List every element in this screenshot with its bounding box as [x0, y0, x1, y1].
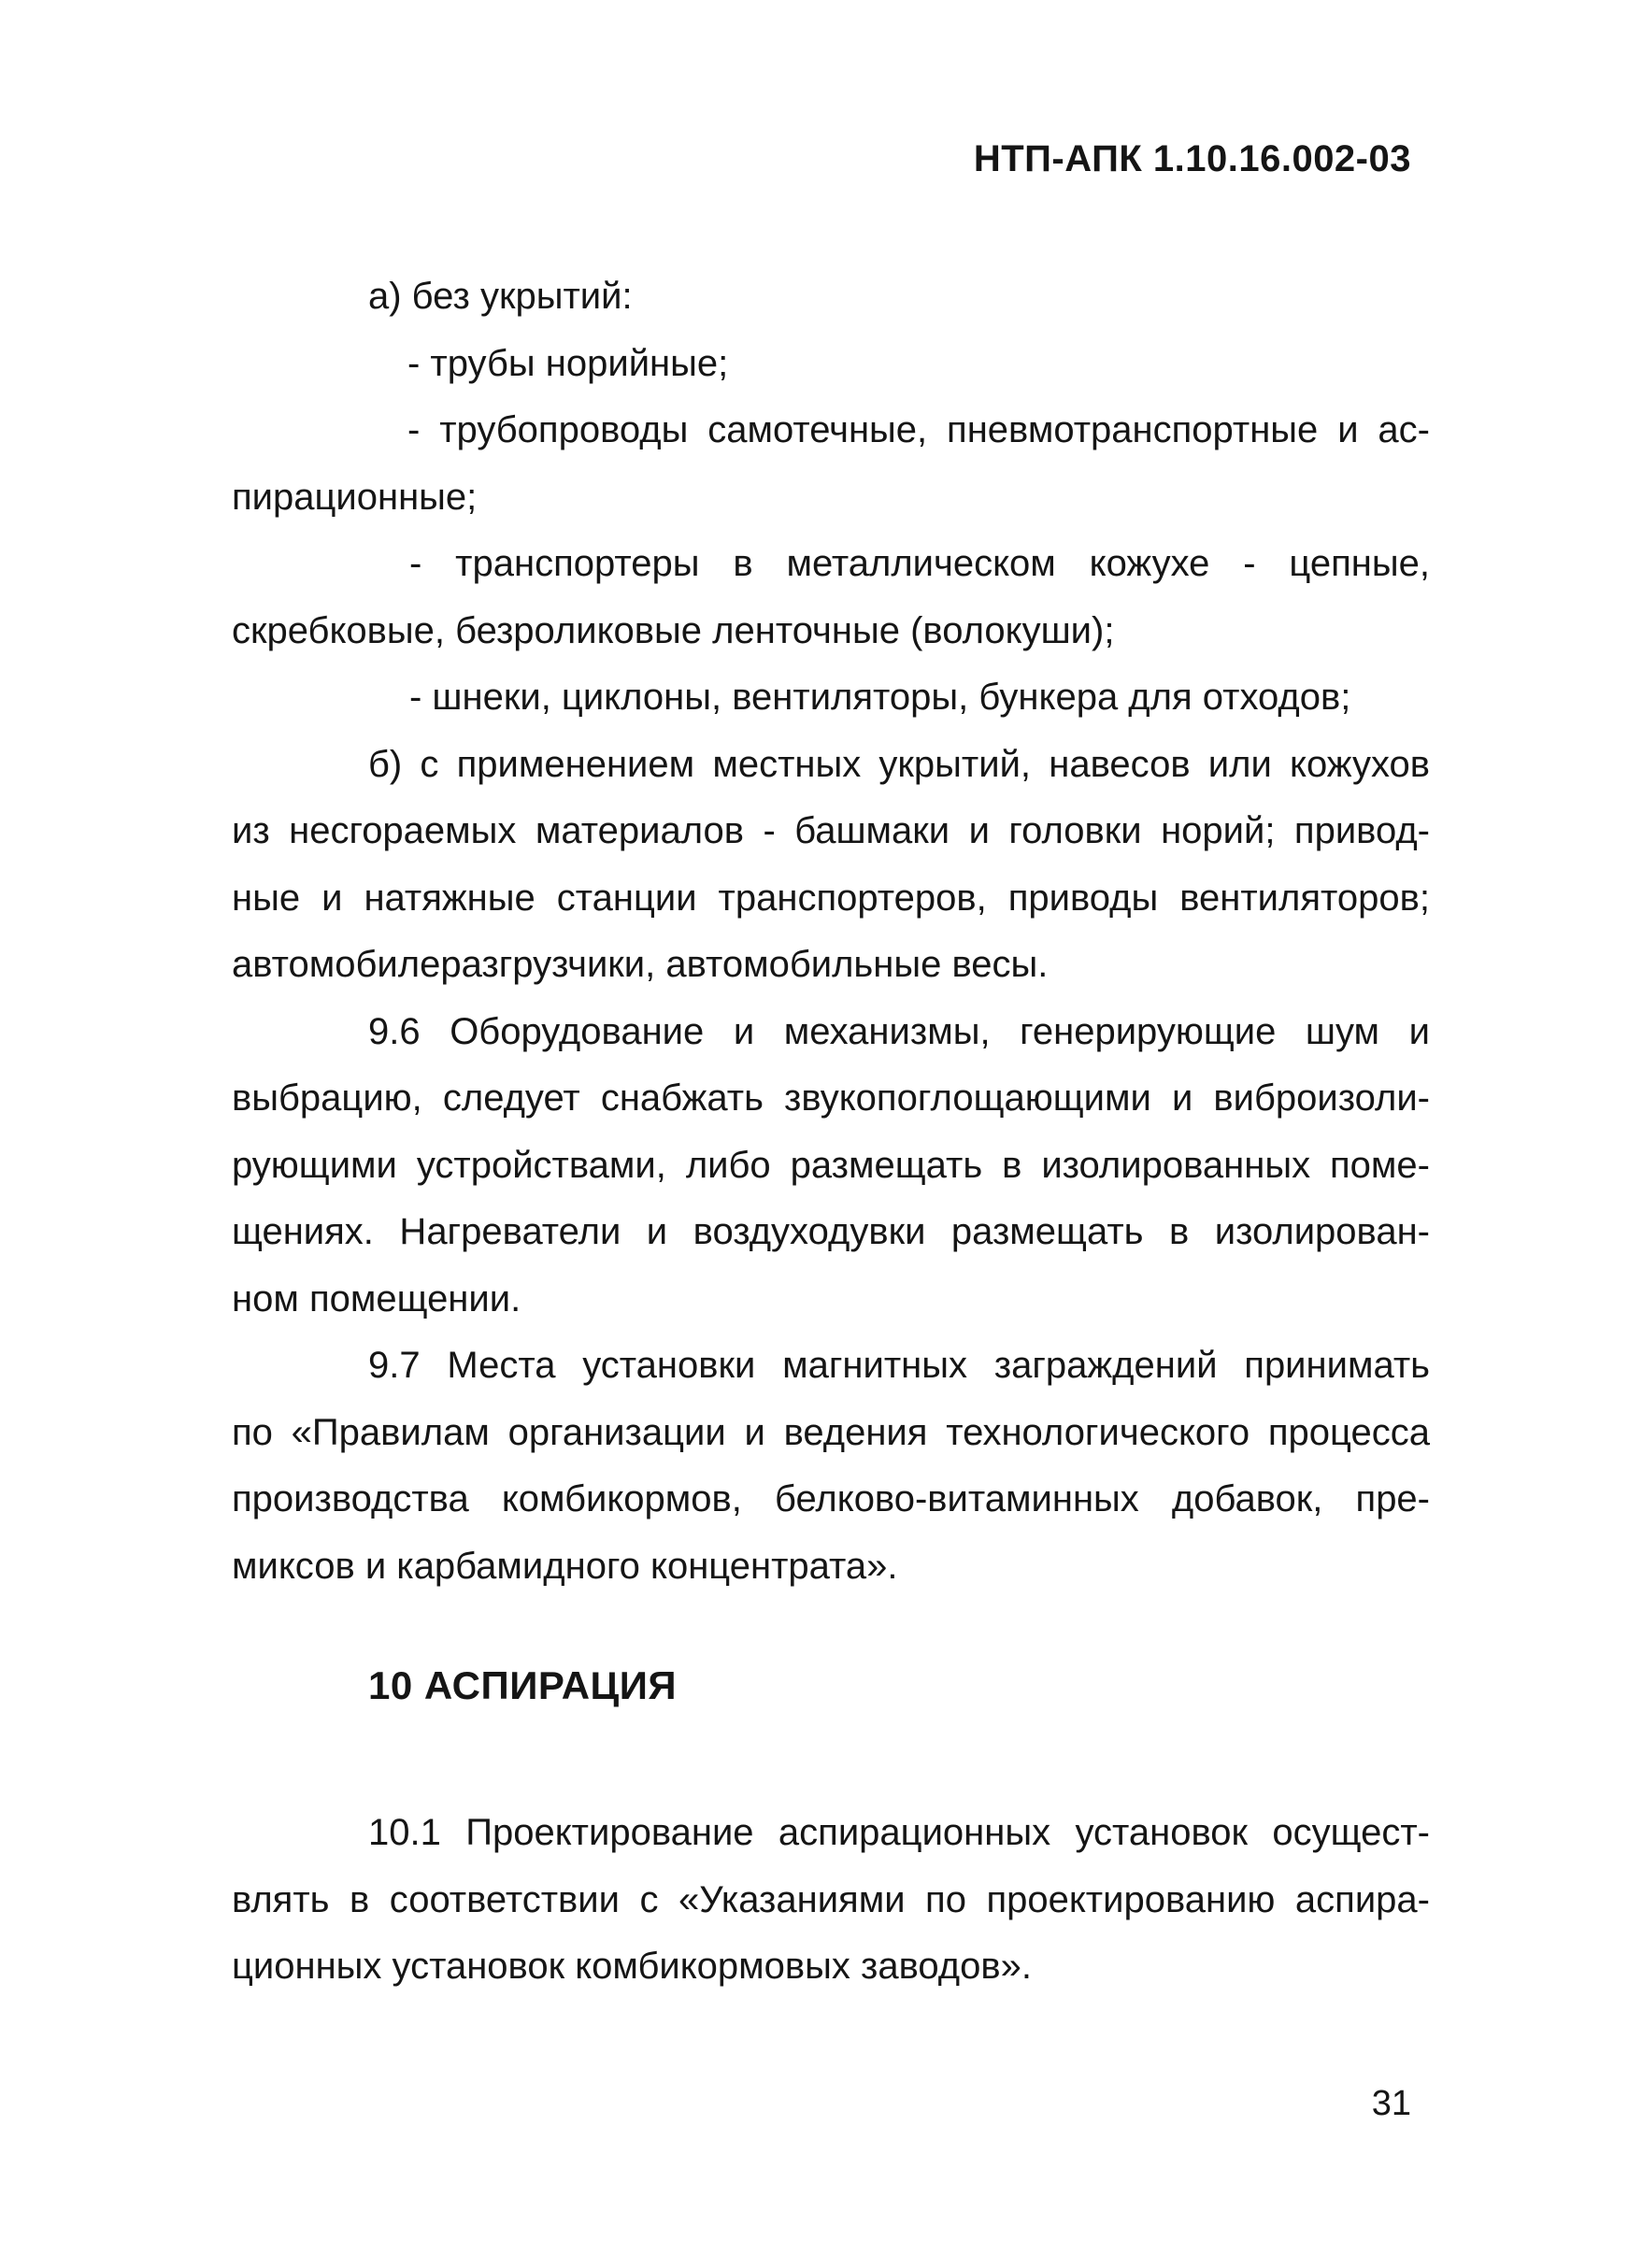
text-line: пирационные; [232, 476, 478, 518]
page-number: 31 [1371, 2084, 1411, 2123]
text-line: автомобилеразгрузчики, автомобильные весы. [232, 944, 1049, 985]
text-line: щениях. Нагреватели и воздуходувки размещать в изолирован- [232, 1211, 1430, 1252]
text-line: ные и натяжные станции транспортеров, приводы вентиляторов; [232, 877, 1430, 919]
text-line: влять в соответствии с «Указаниями по проектированию аспира- [232, 1878, 1430, 1920]
text-line: выбрацию, следует снабжать звукопоглощающими и виброизоли- [232, 1077, 1430, 1119]
section-heading: 10 АСПИРАЦИЯ [368, 1663, 678, 1707]
text-line: - шнеки, циклоны, вентиляторы, бункера для отходов; [409, 677, 1351, 718]
text-line: миксов и карбамидного концентрата». [232, 1545, 898, 1587]
text-line: из несгораемых материалов - башмаки и головки норий; привод- [232, 810, 1430, 851]
text-line: - транспортеры в металлическом кожухе - цепные, [409, 543, 1430, 584]
text-line: ционных установок комбикормовых заводов». [232, 1946, 1032, 1987]
text-line: - трубопроводы самотечные, пневмотранспортные и ас- [407, 409, 1430, 450]
text-line: рующими устройствами, либо размещать в изолированных поме- [232, 1144, 1430, 1186]
text-line: 10.1 Проектирование аспирационных установок осущест- [368, 1812, 1430, 1853]
text-line: по «Правилам организации и ведения технологического процесса [232, 1411, 1430, 1453]
text-line: ном помещении. [232, 1277, 521, 1319]
text-line: производства комбикормов, белково-витаминных добавок, пре- [232, 1478, 1430, 1519]
text-line: б) с применением местных укрытий, навесов или кожухов [368, 743, 1430, 785]
body-block-1 [232, 264, 1430, 1600]
text-line: а) без укрытий: [368, 276, 633, 317]
text-line: 9.6 Оборудование и механизмы, генерирующие шум и [368, 1010, 1430, 1052]
document-code-header: НТП-АПК 1.10.16.002-03 [973, 138, 1411, 179]
text-line: 9.7 Места установки магнитных заграждений принимать [368, 1345, 1430, 1386]
body-block-2 [232, 1800, 1430, 2001]
text-line: скребковые, безроликовые ленточные (волокуши); [232, 609, 1115, 651]
text-line: - трубы норийные; [407, 342, 729, 384]
